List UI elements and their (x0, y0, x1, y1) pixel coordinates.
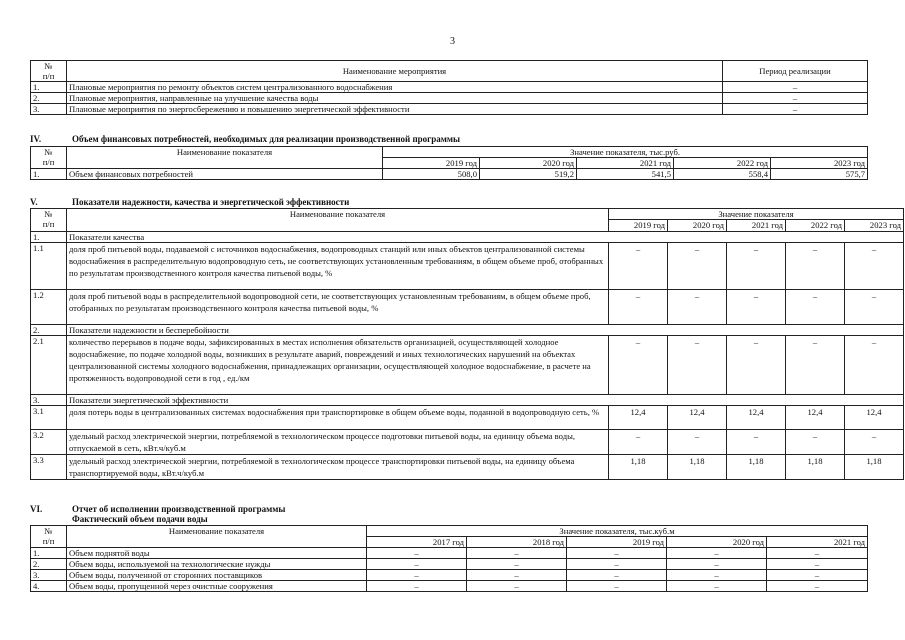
table-row (31, 581, 868, 592)
section-6-title: Отчет об исполнении производственной программы (72, 504, 286, 514)
indicator-value: – (467, 570, 567, 581)
indicator-value: – (845, 430, 904, 455)
page-number: 3 (450, 36, 455, 47)
table-row (31, 290, 904, 325)
indicator-value: – (786, 243, 845, 290)
table-row (31, 243, 904, 290)
col-header-year: 2020 год (480, 158, 577, 169)
section-6-subtitle: Фактический объем подачи воды (72, 514, 208, 524)
indicator-value: – (667, 548, 767, 559)
indicator-value: 508,0 (383, 169, 480, 180)
measure-name: Плановые мероприятия по энергосбережению и повышению энергетической эффективности (67, 104, 723, 115)
indicator-value: 575,7 (771, 169, 868, 180)
indicator-value: – (767, 570, 868, 581)
indicator-value: – (727, 290, 786, 325)
measure-period: – (723, 82, 868, 93)
row-number: 1.2 (31, 290, 67, 325)
col-header-num: № п/п (31, 147, 67, 169)
indicator-value: 558,4 (674, 169, 771, 180)
indicator-value: – (367, 581, 467, 592)
indicator-value: – (668, 430, 727, 455)
section-4-title: Объем финансовых потребностей, необходимых для реализации производственной программы (72, 134, 461, 144)
indicator-value: – (567, 570, 667, 581)
indicator-value: – (567, 581, 667, 592)
row-number: 1. (31, 232, 67, 243)
row-number: 2. (31, 559, 67, 570)
indicator-value: – (727, 430, 786, 455)
indicator-value: – (467, 581, 567, 592)
table-row (31, 570, 868, 581)
indicator-value: – (845, 243, 904, 290)
col-header-year: 2022 год (786, 220, 845, 232)
table-row (31, 406, 904, 430)
indicator-value: – (668, 290, 727, 325)
group-name: Показатели качества (67, 232, 904, 243)
group-row (31, 232, 904, 243)
indicator-name: доля потерь воды в централизованных системах водоснабжения при транспортировке в общем объеме воды, поданной в водопроводную сеть, % (67, 406, 609, 430)
col-header-year: 2020 год (667, 537, 767, 548)
indicator-value: – (667, 559, 767, 570)
col-header-year: 2021 год (767, 537, 868, 548)
indicator-value: – (467, 548, 567, 559)
col-header-year: 2022 год (674, 158, 771, 169)
section-4-heading (30, 134, 460, 144)
col-header-name: Наименование показателя (67, 526, 367, 548)
indicator-name: количество перерывов в подаче воды, зафиксированных в местах исполнения обязательств организацией, осуществляющей холодное водоснабжение, по подаче холодной воды, возникших в результате аварий, повреждений и иных технологических нарушений на объектах централизованной системы холодного водоснабжения, принадлежащих организации, осуществляющей холодное водоснабжение, в расчете на протяженность водопроводной сети в год , ед./км (67, 336, 609, 395)
col-header-year: 2023 год (771, 158, 868, 169)
indicator-value: – (667, 581, 767, 592)
col-header-value: Значение показателя, тыс.руб. (383, 147, 868, 158)
indicator-value: – (668, 336, 727, 395)
section-6-heading (30, 504, 285, 514)
indicator-name: Объем воды, используемой на технологические нужды (67, 559, 367, 570)
table-row (31, 455, 904, 480)
indicator-value: 1,18 (609, 455, 668, 480)
table-row (31, 93, 868, 104)
financial-needs-table (30, 146, 868, 180)
row-number: 3.2 (31, 430, 67, 455)
col-header-value: Значение показателя (609, 209, 904, 220)
measure-period: – (723, 104, 868, 115)
col-header-num: № п/п (31, 209, 67, 232)
indicator-value: 12,4 (609, 406, 668, 430)
indicator-value: 1,18 (786, 455, 845, 480)
section-5-title: Показатели надежности, качества и энергетической эффективности (72, 197, 350, 207)
col-header-year: 2018 год (467, 537, 567, 548)
table-row (31, 104, 868, 115)
group-name: Показатели надежности и бесперебойности (67, 325, 904, 336)
indicator-value: 12,4 (845, 406, 904, 430)
row-number: 3. (31, 395, 67, 406)
row-number: 4. (31, 581, 67, 592)
table-row (31, 82, 868, 93)
col-header-year: 2017 год (367, 537, 467, 548)
indicator-value: 12,4 (786, 406, 845, 430)
measure-name: Плановые мероприятия, направленные на улучшение качества воды (67, 93, 723, 104)
col-header-name: Наименование показателя (67, 209, 609, 232)
indicator-name: удельный расход электрической энергии, потребляемой в технологическом процессе транспортировки питьевой воды, на единицу объема транспортируемой воды, кВт.ч/куб.м (67, 455, 609, 480)
row-number: 2.1 (31, 336, 67, 395)
indicator-name: удельный расход электрической энергии, потребляемой в технологическом процессе подготовки питьевой воды, на единицу объема воды, отпускаемой в сеть, кВт.ч/куб.м (67, 430, 609, 455)
indicator-value: – (367, 559, 467, 570)
table-row (31, 169, 868, 180)
indicator-value: 12,4 (668, 406, 727, 430)
measure-name: Плановые мероприятия по ремонту объектов систем централизованного водоснабжения (67, 82, 723, 93)
table-row (31, 336, 904, 395)
indicator-value: – (727, 336, 786, 395)
indicator-value: – (767, 581, 868, 592)
table-row (31, 548, 868, 559)
indicator-value: 1,18 (668, 455, 727, 480)
row-number: 1. (31, 82, 67, 93)
group-name: Показатели энергетической эффективности (67, 395, 904, 406)
indicator-value: – (767, 548, 868, 559)
indicator-value: – (667, 570, 767, 581)
indicator-value: – (367, 570, 467, 581)
indicator-value: – (845, 290, 904, 325)
indicator-value: – (567, 559, 667, 570)
indicator-value: – (609, 336, 668, 395)
section-5-number: V. (30, 197, 38, 207)
indicator-name: Объем финансовых потребностей (67, 169, 383, 180)
row-number: 1.1 (31, 243, 67, 290)
col-header-year: 2021 год (727, 220, 786, 232)
indicator-value: – (609, 430, 668, 455)
row-number: 2. (31, 325, 67, 336)
group-row (31, 395, 904, 406)
row-number: 1. (31, 548, 67, 559)
indicator-value: – (467, 559, 567, 570)
row-number: 2. (31, 93, 67, 104)
col-header-value: Значение показателя, тыс.куб.м (367, 526, 868, 537)
row-number: 3.3 (31, 455, 67, 480)
indicator-value: – (367, 548, 467, 559)
row-number: 3. (31, 570, 67, 581)
col-header-period: Период реализации (723, 61, 868, 82)
section-4-number: IV. (30, 134, 42, 144)
col-header-name: Наименование показателя (67, 147, 383, 169)
indicator-name: Объем воды, пропущенной через очистные сооружения (67, 581, 367, 592)
col-header-num: № п/п (31, 526, 67, 548)
indicator-name: доля проб питьевой воды, подаваемой с источников водоснабжения, водопроводных станций или иных объектов централизованной системы водоснабжения в распределительную водопроводную сеть, не соответствующих установленным требованиям, в общем объеме проб, отобранных по результатам производственного контроля качества питьевой воды, % (67, 243, 609, 290)
indicator-value: – (609, 243, 668, 290)
section-6-number: VI. (30, 504, 43, 514)
row-number: 3.1 (31, 406, 67, 430)
section-5-heading (30, 197, 349, 207)
measures-table (30, 60, 868, 115)
col-header-year: 2023 год (845, 220, 904, 232)
indicator-value: 12,4 (727, 406, 786, 430)
indicator-value: 1,18 (845, 455, 904, 480)
indicator-value: – (609, 290, 668, 325)
indicator-name: Объем поднятой воды (67, 548, 367, 559)
col-header-year: 2019 год (567, 537, 667, 548)
reliability-indicators-table (30, 208, 904, 480)
indicator-value: 519,2 (480, 169, 577, 180)
indicator-value: 1,18 (727, 455, 786, 480)
indicator-value: – (567, 548, 667, 559)
col-header-year: 2019 год (383, 158, 480, 169)
col-header-num: № п/п (31, 61, 67, 82)
indicator-value: – (786, 430, 845, 455)
indicator-value: – (668, 243, 727, 290)
col-header-name: Наименование мероприятия (67, 61, 723, 82)
col-header-year: 2021 год (577, 158, 674, 169)
table-row (31, 430, 904, 455)
indicator-name: доля проб питьевой воды в распределительной водопроводной сети, не соответствующих установленным требованиям, в общем объеме проб, отобранных по результатам производственного контроля качества питьевой воды, % (67, 290, 609, 325)
group-row (31, 325, 904, 336)
water-supply-report-table (30, 525, 868, 592)
indicator-value: – (727, 243, 786, 290)
col-header-year: 2020 год (668, 220, 727, 232)
row-number: 1. (31, 169, 67, 180)
indicator-value: – (786, 290, 845, 325)
measure-period: – (723, 93, 868, 104)
col-header-year: 2019 год (609, 220, 668, 232)
indicator-value: – (767, 559, 868, 570)
row-number: 3. (31, 104, 67, 115)
indicator-name: Объем воды, полученной от сторонних поставщиков (67, 570, 367, 581)
table-row (31, 559, 868, 570)
indicator-value: 541,5 (577, 169, 674, 180)
indicator-value: – (845, 336, 904, 395)
indicator-value: – (786, 336, 845, 395)
